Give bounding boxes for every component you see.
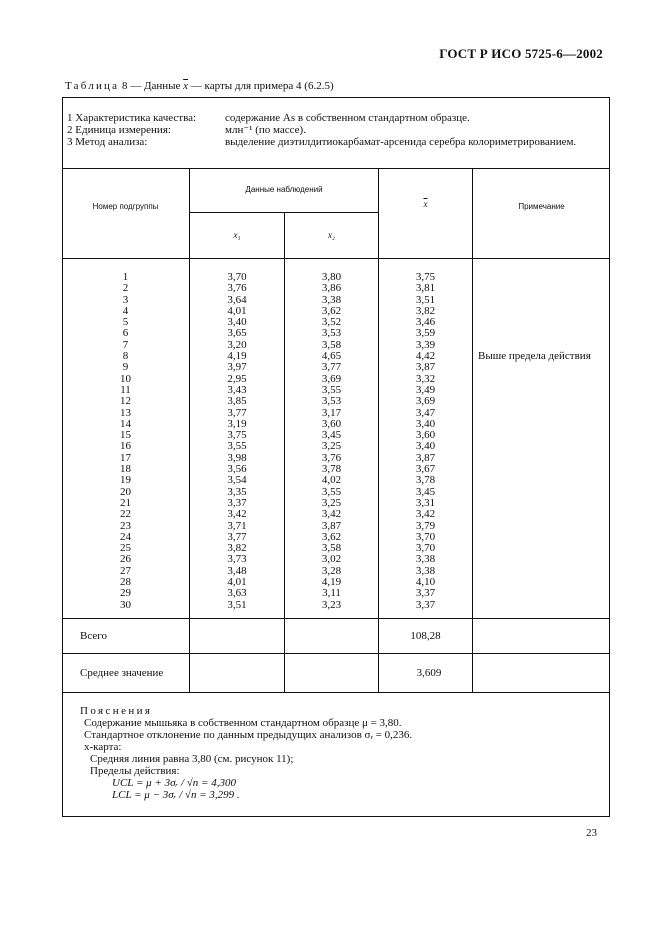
table-cell-n: 3	[122, 293, 129, 306]
table-cell-x1: 4,19	[227, 350, 247, 363]
table-cell-x2: 3,38	[321, 293, 342, 306]
table-cell-x2: 3,55	[321, 485, 342, 498]
table-cell-n: 8	[122, 350, 129, 363]
rule-header-bottom	[62, 258, 610, 259]
column-x1-values	[190, 272, 284, 611]
table-cell-x2: 3,80	[321, 271, 342, 283]
table-cell-x1: 3,42	[227, 508, 247, 521]
table-cell-x1: 4,01	[227, 576, 247, 589]
table-cell-n: 2	[122, 282, 129, 295]
table-cell-xbar: 3,45	[415, 485, 436, 498]
table-cell-n: 4	[122, 304, 129, 317]
table-cell-xbar: 3,31	[415, 496, 436, 509]
table-cell-xbar: 3,59	[415, 327, 436, 340]
table-cell-xbar: 3,82	[415, 304, 436, 317]
table-cell-x1: 3,48	[227, 564, 247, 577]
column-x2-values	[285, 272, 378, 611]
notes-line-5: Пределы действия:	[90, 765, 180, 777]
info-value-3: выделение диэтилдитиокарбамат-арсенида серебра колориметрированием.	[225, 136, 577, 148]
table-cell-x1: 3,77	[227, 530, 247, 543]
table-cell-x1: 2,95	[227, 372, 247, 385]
table-cell-n: 9	[122, 361, 129, 374]
table-cell-n: 24	[120, 530, 131, 543]
table-cell-x1: 3,76	[227, 282, 247, 295]
table-cell-x1: 3,71	[227, 519, 247, 532]
table-cell-x2: 3,11	[322, 587, 341, 600]
table-cell-n: 11	[120, 383, 131, 396]
notes-line-3: x-карта:	[84, 741, 122, 753]
table-cell-xbar: 3,32	[415, 372, 436, 385]
table-cell-x1: 3,97	[227, 361, 247, 374]
table-cell-n: 1	[122, 271, 129, 283]
table-cell-x1: 3,35	[227, 485, 247, 498]
table-cell-x1: 3,75	[227, 429, 247, 442]
table-cell-xbar: 3,81	[415, 282, 436, 295]
notes-block	[80, 705, 412, 801]
table-cell-xbar: 3,40	[415, 417, 436, 430]
rule-total-bottom	[62, 653, 610, 654]
table-cell-n: 30	[120, 598, 131, 611]
table-cell-n: 27	[120, 564, 131, 577]
table-cell-xbar: 3,49	[415, 383, 436, 396]
rule-info-bottom	[62, 168, 610, 169]
caption-word: Таблица	[65, 80, 120, 92]
table-cell-xbar: 4,10	[415, 576, 436, 589]
caption-text-a: — Данные	[127, 80, 184, 92]
notes-title: Пояснения	[80, 705, 153, 717]
row8-note: Выше предела действия	[478, 350, 591, 362]
table-cell-xbar: 3,37	[415, 598, 436, 611]
column-subgroup-numbers	[62, 272, 189, 611]
caption-text-b: — карты для примера 4 (6.2.5)	[188, 80, 334, 92]
table-cell-x2: 3,02	[321, 553, 342, 566]
table-cell-xbar: 4,42	[415, 350, 436, 363]
table-cell-x2: 4,02	[321, 474, 342, 487]
rule-mean-bottom	[62, 692, 610, 693]
table-cell-x2: 3,58	[321, 338, 342, 351]
info-label-1: 1 Характеристика качества:	[67, 112, 197, 124]
table-cell-x2: 3,25	[321, 496, 342, 509]
table-cell-xbar: 3,39	[415, 338, 436, 351]
table-cell-x2: 3,58	[321, 542, 342, 555]
header-note: Примечание	[518, 202, 565, 211]
table-cell-x1: 3,51	[227, 598, 247, 611]
table-cell-n: 26	[120, 553, 131, 566]
table-cell-x1: 3,82	[227, 542, 247, 555]
table-cell-xbar: 3,70	[415, 542, 436, 555]
table-cell-x1: 3,37	[227, 496, 247, 509]
page-number: 23	[586, 827, 597, 839]
table-caption	[65, 80, 334, 92]
table-cell-n: 28	[120, 576, 131, 589]
table-cell-n: 22	[120, 508, 131, 521]
header-observations: Данные наблюдений	[245, 185, 323, 194]
mean-label: Среднее значение	[80, 667, 164, 679]
table-cell-x2: 3,60	[321, 417, 342, 430]
table-cell-n: 23	[120, 519, 131, 532]
table-cell-xbar: 3,42	[415, 508, 436, 521]
table-cell-n: 10	[120, 372, 131, 385]
table-cell-x2: 3,25	[321, 440, 342, 453]
table-cell-xbar: 3,78	[415, 474, 436, 487]
info-label-3: 3 Метод анализа:	[67, 136, 148, 148]
table-cell-xbar: 3,70	[415, 530, 436, 543]
table-cell-x1: 3,56	[227, 463, 247, 476]
table-cell-n: 29	[120, 587, 131, 600]
table-cell-x2: 3,69	[321, 372, 342, 385]
table-cell-n: 19	[120, 474, 131, 487]
table-cell-x1: 3,40	[227, 316, 247, 329]
table-cell-x2: 3,52	[321, 316, 342, 329]
info-labels	[67, 112, 196, 148]
table-cell-x2: 3,55	[321, 383, 342, 396]
document-header: ГОСТ Р ИСО 5725-6—2002	[439, 46, 603, 61]
table-cell-x2: 3,78	[321, 463, 342, 476]
caption-number: 8	[121, 80, 128, 92]
table-cell-x2: 3,77	[321, 361, 342, 374]
table-cell-x2: 3,86	[321, 282, 342, 295]
header-subgroup: Номер подгруппы	[92, 202, 159, 211]
table-cell-xbar: 3,38	[415, 564, 436, 577]
notes-line-4: Средняя линия равна 3,80 (см. рисунок 11);	[90, 753, 294, 765]
table-cell-n: 21	[120, 496, 131, 509]
table-cell-xbar: 3,47	[415, 406, 436, 419]
total-label: Всего	[80, 630, 107, 642]
table-cell-x2: 3,45	[321, 429, 342, 442]
table-cell-n: 5	[122, 316, 129, 329]
table-cell-x2: 3,42	[321, 508, 342, 521]
table-cell-n: 13	[120, 406, 131, 419]
table-cell-n: 17	[120, 451, 131, 464]
table-cell-xbar: 3,87	[415, 361, 436, 374]
table-cell-n: 14	[120, 417, 131, 430]
table-cell-x1: 3,65	[227, 327, 247, 340]
table-cell-x1: 3,70	[227, 271, 247, 283]
notes-ucl: UCL = μ + 3σᵣ / √n = 4,300	[112, 777, 236, 789]
total-value: 108,28	[410, 630, 441, 642]
table-cell-n: 16	[120, 440, 131, 453]
table-cell-xbar: 3,79	[415, 519, 436, 532]
table-cell-x1: 3,85	[227, 395, 247, 408]
table-cell-x2: 3,17	[321, 406, 342, 419]
table-cell-x1: 3,63	[227, 587, 247, 600]
table-cell-x2: 3,23	[321, 598, 342, 611]
table-cell-xbar: 3,38	[415, 553, 436, 566]
table-cell-xbar: 3,40	[415, 440, 436, 453]
table-cell-xbar: 3,51	[415, 293, 436, 306]
info-value-1: содержание As в собственном стандартном образце.	[225, 112, 470, 124]
table-cell-x2: 3,28	[321, 564, 342, 577]
vrule-4	[472, 168, 473, 692]
table-cell-n: 18	[120, 463, 131, 476]
table-cell-x1: 3,20	[227, 338, 247, 351]
table-cell-xbar: 3,75	[415, 271, 436, 283]
header-x1: x₁	[233, 230, 241, 240]
table-cell-xbar: 3,46	[415, 316, 436, 329]
table-cell-x1: 3,19	[227, 417, 247, 430]
table-cell-x2: 3,62	[321, 304, 342, 317]
table-cell-x2: 4,19	[321, 576, 342, 589]
table-cell-n: 20	[120, 485, 131, 498]
rule-data-bottom	[62, 618, 610, 619]
table-cell-xbar: 3,60	[415, 429, 436, 442]
table-cell-x1: 3,73	[227, 553, 247, 566]
mean-value: 3,609	[416, 667, 442, 679]
caption-xbar: $\overline{x}$	[183, 80, 189, 92]
table-cell-n: 6	[122, 327, 129, 340]
table-cell-x1: 3,43	[227, 383, 247, 396]
table-cell-xbar: 3,67	[415, 463, 436, 476]
table-cell-n: 7	[122, 338, 129, 351]
info-value-2: млн⁻¹ (по массе).	[225, 124, 306, 136]
table-cell-x2: 4,65	[321, 350, 342, 363]
header-xbar: $\overline{x}$	[423, 199, 428, 209]
table-cell-n: 25	[120, 542, 131, 555]
header-x2: x₂	[327, 230, 336, 240]
info-values	[225, 112, 576, 148]
table-cell-x1: 3,98	[227, 451, 247, 464]
table-cell-n: 12	[120, 395, 131, 408]
table-cell-x2: 3,53	[321, 327, 342, 340]
table-cell-x1: 4,01	[227, 304, 247, 317]
table-cell-n: 15	[120, 429, 131, 442]
notes-lcl: LCL = μ − 3σᵣ / √n = 3,299 .	[112, 789, 240, 801]
table-cell-x1: 3,54	[227, 474, 247, 487]
table-cell-x2: 3,62	[321, 530, 342, 543]
column-xbar-values	[379, 272, 472, 611]
table-cell-x2: 3,53	[321, 395, 342, 408]
table-cell-x1: 3,77	[227, 406, 247, 419]
notes-line-1: Содержание мышьяка в собственном стандартном образце μ = 3,80.	[84, 717, 402, 729]
table-cell-xbar: 3,69	[415, 395, 436, 408]
table-cell-x2: 3,76	[321, 451, 342, 464]
table-cell-xbar: 3,87	[415, 451, 436, 464]
info-label-2: 2 Единица измерения:	[67, 124, 171, 136]
notes-line-2: Стандартное отклонение по данным предыдущих анализов σᵣ = 0,236.	[84, 729, 413, 741]
table-cell-xbar: 3,37	[415, 587, 436, 600]
table-cell-x1: 3,64	[227, 293, 247, 306]
table-cell-x1: 3,55	[227, 440, 247, 453]
table-cell-x2: 3,87	[321, 519, 342, 532]
